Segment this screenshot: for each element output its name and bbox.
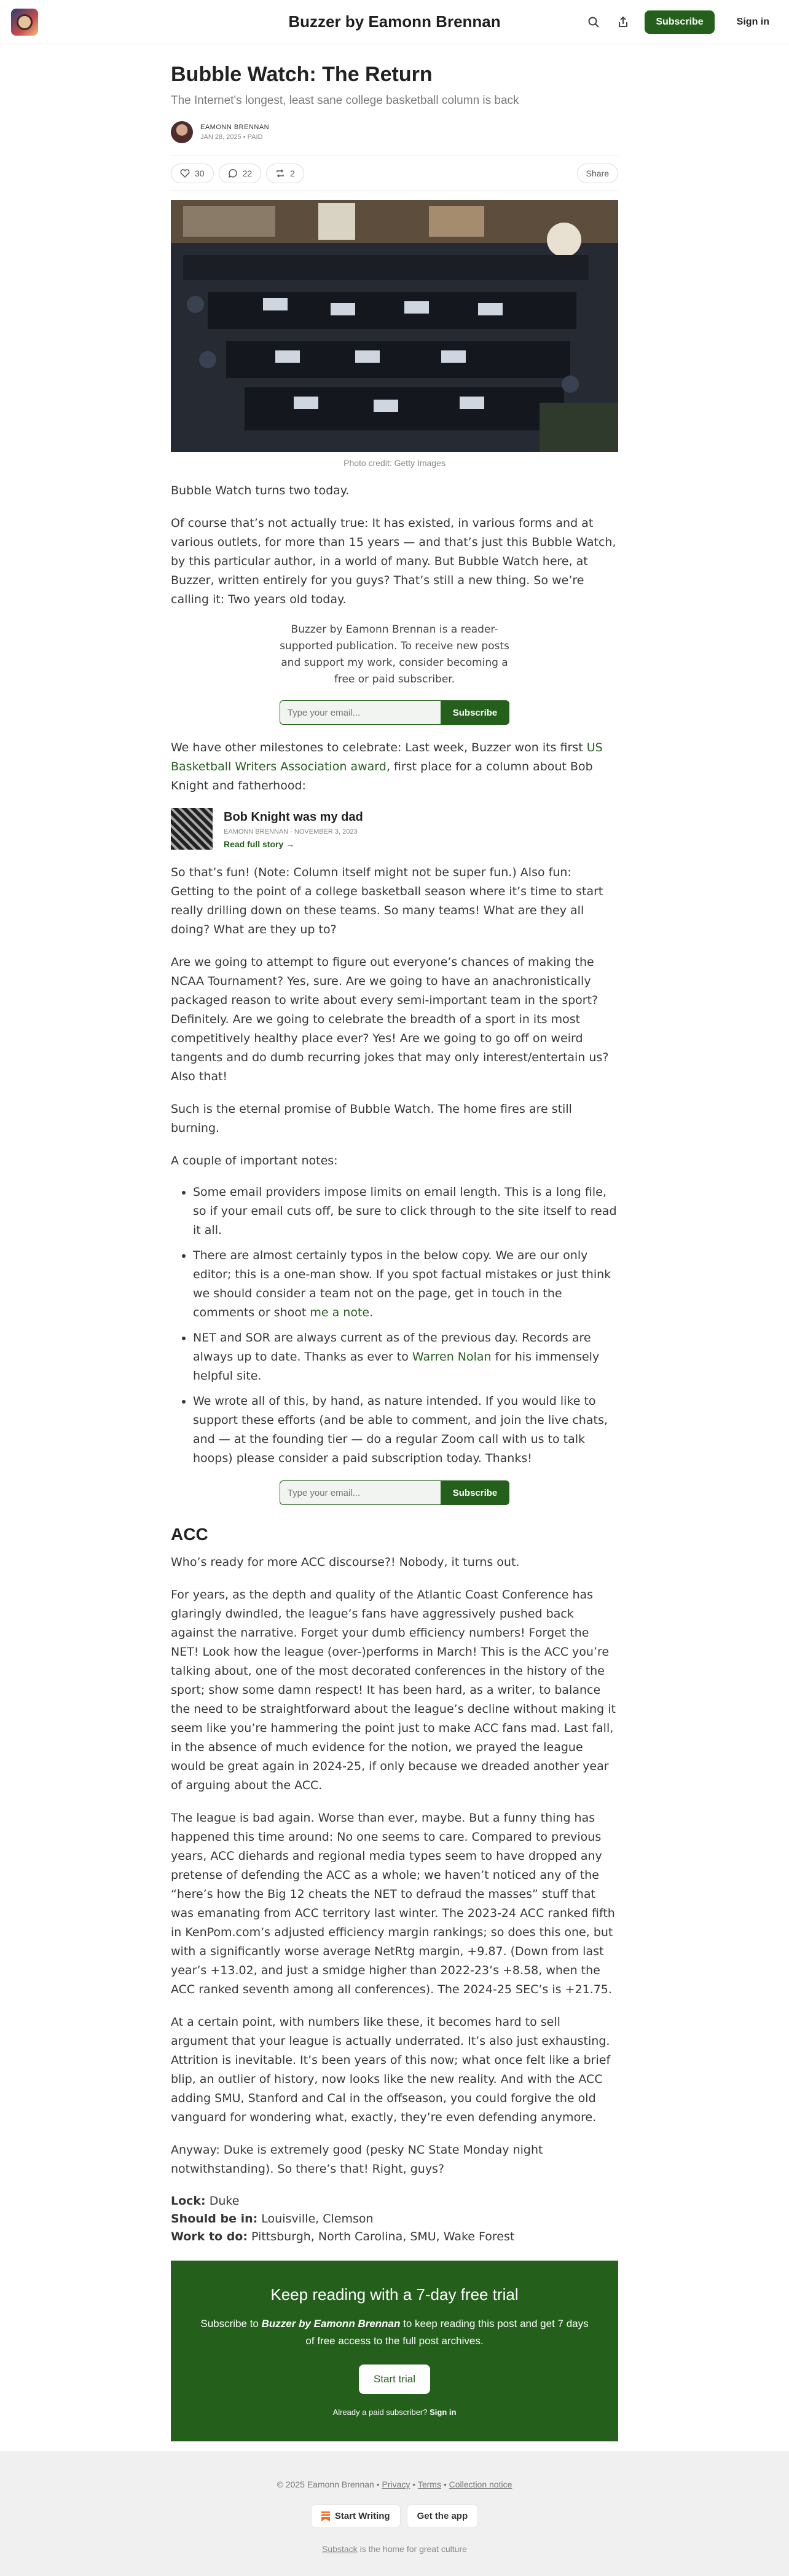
should-be-in-line: Should be in: Louisville, Clemson bbox=[171, 2212, 374, 2226]
like-count: 30 bbox=[195, 168, 205, 178]
subscribe-button[interactable]: Subscribe bbox=[645, 10, 714, 34]
photo-caption: Photo credit: Getty Images bbox=[343, 458, 446, 468]
paragraph: Bubble Watch turns two today. bbox=[171, 484, 350, 497]
author-avatar[interactable] bbox=[171, 121, 193, 143]
restack-icon bbox=[275, 168, 285, 178]
get-app-button[interactable]: Get the app bbox=[407, 2504, 479, 2528]
subscribe-form bbox=[171, 700, 618, 725]
paragraph: Of course that’s not actually true: It has existed, in various forms and at various outlets, for more than 15 years — and that’s just this Bubble Watch, by this particular author, in a world of many. But Bubble Watch here, at Buzzer, written entirely for you guys? That’s still a new thing. So we’re calling it: Two years old today. bbox=[171, 516, 616, 606]
bubble-status bbox=[171, 2192, 618, 2246]
paragraph: A couple of important notes: bbox=[171, 1154, 338, 1167]
subscribe-widget-2 bbox=[171, 1480, 618, 1505]
email-me-link[interactable]: me a note bbox=[310, 1306, 370, 1319]
paragraph: Who’s ready for more ACC discourse?! Nobody, it turns out. bbox=[171, 1555, 520, 1569]
warren-nolan-link[interactable]: Warren Nolan bbox=[412, 1350, 492, 1364]
paragraph: The league is bad again. Worse than ever, maybe. But a funny thing has happened this time around: No one seems to care. Compared to previous years, ACC diehards and regional media types seem to have dropped any pretense of defending the ACC as a whole; we haven’t noticed any of the “here’s how the Big 12 cheats the NET to defraud the masses” stuff that was emanating from ACC territory last winter. The 2023-24 ACC ranked fifth in KenPom.com’s adjusted efficiency margin rankings; so does this one, but with a significantly worse average NetRtg margin, +9.87. (Down from last year’s +13.02, and just a smidge higher than 2022-23’s +8.58, when the ACC ranked seventh among all conferences). The 2024-25 SEC’s is +21.75. bbox=[171, 1811, 615, 1996]
embedded-post[interactable] bbox=[171, 808, 618, 850]
byline bbox=[171, 121, 618, 143]
paragraph: Such is the eternal promise of Bubble Watch. The home fires are still burning. bbox=[171, 1102, 572, 1135]
paywall-heading: Keep reading with a 7-day free trial bbox=[270, 2285, 519, 2304]
post-title: Bubble Watch: The Return bbox=[171, 63, 433, 86]
form-subscribe-button[interactable]: Subscribe bbox=[441, 700, 510, 725]
list-item: • There are almost certainly typos in the below copy. We are our only editor; this is a one-man show. If you spot factual mistakes or just think we should consider a team not on the page, get in touch in the comments or shoot me a note. bbox=[193, 1246, 618, 1322]
share-button[interactable]: Share bbox=[577, 164, 618, 183]
form-subscribe-button-2[interactable]: Subscribe bbox=[441, 1480, 510, 1505]
restack-button[interactable] bbox=[266, 164, 304, 183]
hero-photo[interactable] bbox=[171, 200, 618, 452]
paid-subscriber-note: Already a paid subscriber? Sign in bbox=[332, 2408, 457, 2417]
collection-notice-link[interactable]: Collection notice bbox=[449, 2479, 512, 2489]
logo-face-icon bbox=[17, 14, 33, 30]
article bbox=[171, 63, 618, 2441]
paragraph: We have other milestones to celebrate: Last week, Buzzer won its first US Basketball Writers Association award, first place for a column about Bob Knight and fatherhood: bbox=[171, 741, 603, 792]
like-button[interactable] bbox=[171, 164, 214, 183]
paragraph: For years, as the depth and quality of the Atlantic Coast Conference has glaringly dwindled, the league’s fans have aggressively pushed back against the narrative. Forget your dumb efficiency numbers! Forget the NET! Look how the league (over-)performs in March! This is the ACC you’re talking about, one of the most decorated conferences in the history of the sport; show some damn respect! It has been hard, as a writer, to balance the need to be straightforward about the league’s decline without making it seem like you’re hammering the point just to make ACC fans mad. Last fall, in the absence of much evidence for the notion, we prayed the league would be great again in 2024-25, if only because we dreaded another year of arguing about the ACC. bbox=[171, 1588, 616, 1792]
post-actions bbox=[171, 156, 618, 191]
list-item: • We wrote all of this, by hand, as nature intended. If you would like to support these efforts (and be able to comment, and join the live chats, and — at the founding tier — do a regular Zoom call with us to talk hoops) please consider a paid subscription today. Thanks! bbox=[193, 1392, 618, 1468]
list-item: • Some email providers impose limits on email length. This is a long file, so if your email cuts off, be sure to click through to the site itself to read it all. bbox=[193, 1183, 618, 1240]
post-date: JAN 28, 2025 • PAID bbox=[200, 133, 263, 141]
restack-count: 2 bbox=[290, 168, 295, 178]
subscribe-pitch: Buzzer by Eamonn Brennan is a reader-supported publication. To receive new posts and support my work, consider becoming a free or paid subscriber. bbox=[280, 623, 509, 685]
list-item: • NET and SOR are always current as of the previous day. Records are always up to date. Thanks as ever to Warren Nolan for his immensely helpful site. bbox=[193, 1329, 618, 1386]
publication-logo[interactable] bbox=[11, 9, 38, 36]
subscribe-form-2 bbox=[171, 1480, 618, 1505]
footer-links: © 2025 Eamonn Brennan • Privacy • Terms • Collection notice bbox=[277, 2479, 512, 2489]
comment-icon bbox=[228, 168, 238, 178]
read-full-story-link[interactable]: Read full story → bbox=[224, 839, 295, 849]
notes-list bbox=[171, 1183, 618, 1468]
work-to-do-line: Work to do: Pittsburgh, North Carolina, SMU, Wake Forest bbox=[171, 2230, 515, 2243]
paywall-box bbox=[171, 2261, 618, 2441]
paragraph: At a certain point, with numbers like these, it becomes hard to sell argument that your league is actually underrated. It’s also just exhausting. Attrition is inevitable. It’s been years of this now; what once felt like a brief blip, an outlier of history, now looks like the new reality. And with the ACC adding SMU, Stanford and Cal in the offseason, you could forgive the old vanguard for wondering what, exactly, they’re even defending anymore. bbox=[171, 2015, 611, 2124]
substack-logo-icon bbox=[321, 2511, 330, 2521]
top-right-actions bbox=[586, 10, 778, 34]
top-navbar bbox=[0, 0, 789, 44]
subscribe-widget bbox=[171, 622, 618, 725]
embed-meta: EAMONN BRENNAN · NOVEMBER 3, 2023 bbox=[224, 828, 358, 836]
embed-thumbnail bbox=[171, 808, 213, 850]
post-body bbox=[171, 481, 618, 2246]
publication-title[interactable]: Buzzer by Eamonn Brennan bbox=[288, 12, 501, 31]
privacy-link[interactable]: Privacy bbox=[382, 2479, 410, 2489]
footer bbox=[0, 2451, 789, 2576]
signin-link[interactable]: Sign in bbox=[736, 16, 769, 27]
email-input[interactable] bbox=[280, 700, 441, 725]
email-input-2[interactable] bbox=[280, 1480, 441, 1505]
post-subtitle: The Internet's longest, least sane college basketball column is back bbox=[171, 94, 519, 107]
embed-title[interactable]: Bob Knight was my dad bbox=[224, 810, 363, 824]
paywall-signin-link[interactable]: Sign in bbox=[430, 2408, 457, 2417]
heart-icon bbox=[180, 168, 190, 178]
terms-link[interactable]: Terms bbox=[417, 2479, 441, 2489]
lock-line: Lock: Duke bbox=[171, 2194, 240, 2208]
paragraph: So that’s fun! (Note: Column itself might not be super fun.) Also fun: Getting to the point of a college basketball season where it’s time to start really drilling down on these teams. So many teams! What are they all doing? What are they up to? bbox=[171, 866, 603, 936]
author-name[interactable]: EAMONN BRENNAN bbox=[200, 124, 270, 131]
substack-link[interactable]: Substack bbox=[322, 2544, 358, 2554]
usbwa-award-link[interactable]: US Basketball Writers Association award bbox=[171, 741, 603, 773]
paywall-text: Subscribe to Buzzer by Eamonn Brennan to keep reading this post and get 7 days of free access to the full post archives. bbox=[200, 2318, 589, 2347]
search-icon[interactable] bbox=[586, 14, 602, 30]
section-heading-acc: ACC bbox=[171, 1525, 208, 1544]
comment-count: 22 bbox=[242, 168, 253, 178]
start-writing-button[interactable]: Start Writing bbox=[311, 2504, 401, 2528]
start-trial-button[interactable]: Start trial bbox=[359, 2365, 430, 2394]
share-upload-icon[interactable] bbox=[615, 14, 631, 30]
comment-button[interactable] bbox=[219, 164, 262, 183]
footer-tagline: Substack is the home for great culture bbox=[322, 2544, 467, 2554]
paragraph: Anyway: Duke is extremely good (pesky NC State Monday night notwithstanding). So there’s that! Right, guys? bbox=[171, 2143, 543, 2176]
paragraph: Are we going to attempt to figure out everyone’s chances of making the NCAA Tournament? Yes, sure. Are we going to have an anachronistically packaged reason to write about every semi-important team in the sport? Definitely. Are we going to celebrate the breadth of a sport in its most competitively healthy place ever? Yes! Are we going to go off on weird tangents and do dumb recurring jokes that may only interest/entertain us? Also that! bbox=[171, 955, 609, 1083]
